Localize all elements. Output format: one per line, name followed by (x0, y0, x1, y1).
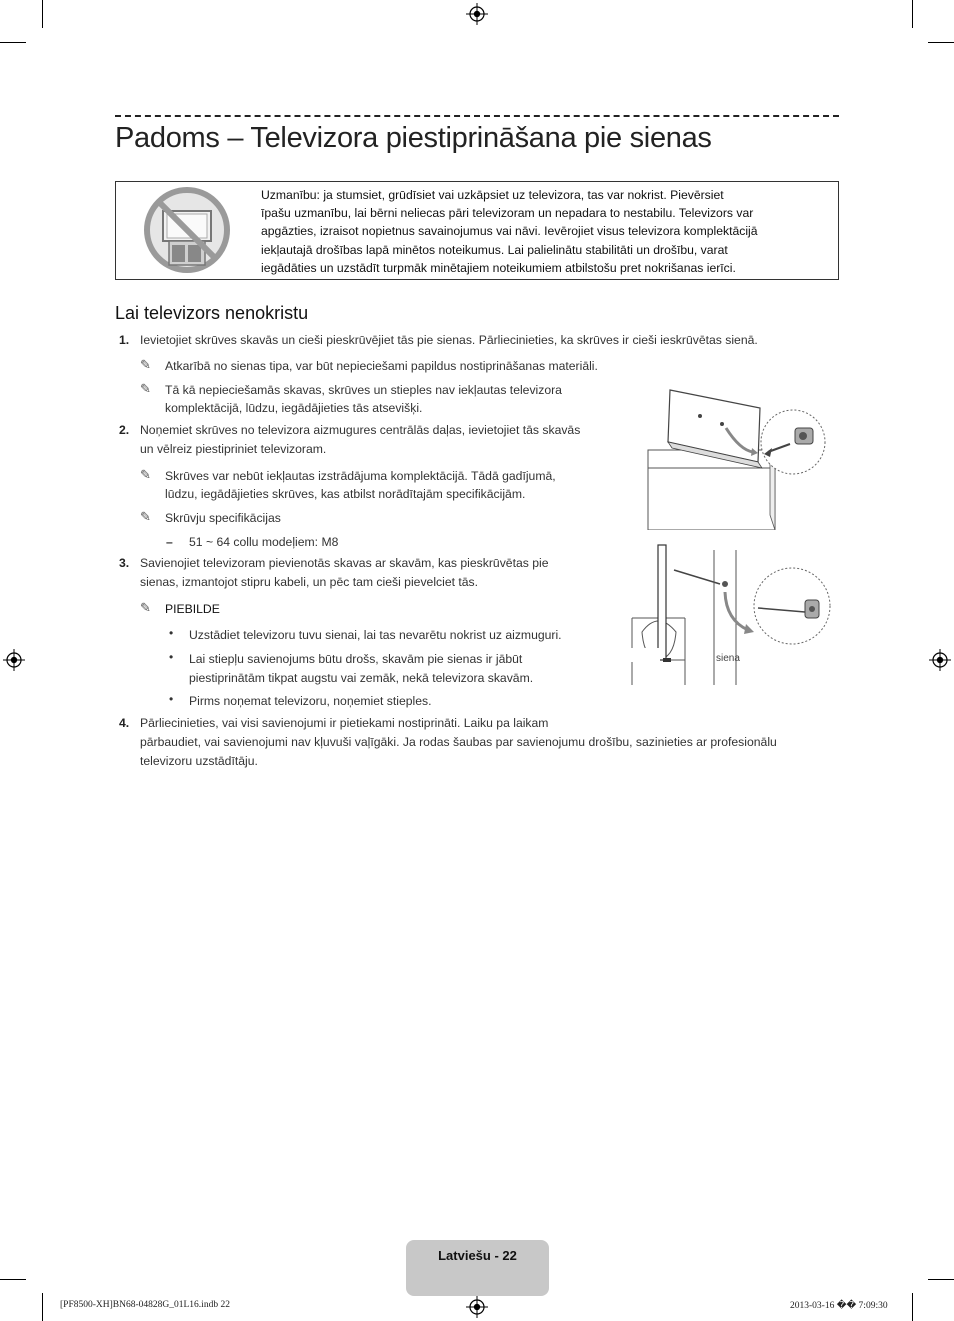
crop-mark (928, 42, 954, 43)
spec-text: 51 ~ 64 collu modeļiem: M8 (189, 535, 339, 549)
bullet-text: Uzstādiet televizoru tuvu sienai, lai tas nevarētu nokrist uz aizmuguri. (189, 628, 562, 642)
note-icon: ✎ (140, 600, 151, 615)
note-text: Atkarībā no sienas tipa, var būt nepieciešami papildus nostiprināšanas materiāli. (165, 359, 598, 373)
crop-mark (928, 1279, 954, 1280)
note-text: Skrūves var nebūt iekļautas izstrādājuma komplektācijā. Tādā gadījumā, (165, 469, 556, 483)
timestamp-slug: 2013-03-16 �� 7:09:30 (790, 1301, 888, 1311)
file-slug: [PF8500-XH]BN68-04828G_01L16.indb 22 (60, 1300, 230, 1310)
crop-mark (42, 1293, 43, 1321)
step-number: 2. (119, 423, 130, 437)
registration-mark-icon (929, 649, 951, 671)
bullet: • (169, 626, 174, 640)
registration-mark-icon (466, 1296, 488, 1318)
warning-line: Uzmanību: ja stumsiet, grūdīsiet vai uzkāpsiet uz televizora, tas var nokrist. Pievērsiet (261, 188, 724, 202)
crop-mark (912, 0, 913, 28)
bullet-text: piestiprinātām tikpat augstu vai zemāk, nekā televizora skavām. (189, 671, 534, 685)
note-heading: PIEBILDE (165, 602, 220, 616)
warning-box (115, 181, 839, 280)
bullet-text: Pirms noņemat televizoru, noņemiet stieples. (189, 694, 432, 708)
note-icon: ✎ (140, 467, 151, 482)
bullet: • (169, 650, 174, 664)
warning-text (261, 186, 831, 277)
note-icon: ✎ (140, 357, 151, 372)
step-text: pārbaudiet, vai savienojumi nav kļuvuši vaļīgāki. Ja rodas šaubas par savienojumu drošību, sazinieties ar profesionālu (140, 735, 777, 749)
warning-line: apgāzties, izraisot nopietnus savainojumus vai nāvi. Ievērojiet visus televizora komplektācijā (261, 224, 758, 239)
warning-line: īpašu uzmanību, lai bērni neliecas pāri televizoram un nepadara to nestabilu. Televizors var (261, 206, 754, 221)
bracket-installation-illustration (640, 380, 840, 530)
bullet: • (169, 692, 174, 706)
spec-dash: – (166, 535, 173, 549)
note-text: komplektācijā, lūdzu, iegādājieties tās atsevišķi. (165, 401, 423, 415)
step-text: televizoru uzstādītāju. (140, 754, 258, 768)
note-icon: ✎ (140, 509, 151, 524)
page-number: Latviešu - 22 (438, 1248, 517, 1263)
title-rule (115, 115, 839, 117)
registration-mark-icon (466, 3, 488, 25)
page-number-tab (406, 1240, 549, 1296)
step-text: un vēlreiz piestipriniet televizoram. (140, 442, 327, 456)
step-text: Ievietojiet skrūves skavās un cieši pieskrūvējiet tās pie sienas. Pārliecinieties, ka skrūves ir cieši ieskrūvētas sienā. (140, 333, 758, 347)
page-title: Padoms – Televizora piestiprināšana pie sienas (115, 122, 712, 154)
registration-mark-icon (3, 649, 25, 671)
bullet-text: Lai stiepļu savienojums būtu drošs, skavām pie sienas ir jābūt (189, 652, 523, 666)
warning-line: iekļautajā drošības lapā minētos noteikumus. Lai palielinātu stabilitāti un drošību, varat (261, 242, 728, 257)
note-icon: ✎ (140, 381, 151, 396)
step-number: 3. (119, 556, 130, 570)
section-title: Lai televizors nenokristu (115, 303, 309, 323)
note-text: Tā kā nepieciešamās skavas, skrūves un stieples nav iekļautas televizora (165, 383, 562, 397)
note-text: lūdzu, iegādājieties skrūves, kas atbilst norādītajām specifikācijām. (165, 487, 526, 501)
crop-mark (0, 1279, 26, 1280)
crop-mark (0, 42, 26, 43)
step-text: Savienojiet televizoram pievienotās skavas ar skavām, kas pieskrūvētas pie (140, 556, 549, 570)
step-text: Pārliecinieties, vai visi savienojumi ir pietiekami nostiprināti. Laiku pa laikam (140, 716, 549, 730)
wall-label: siena (716, 653, 740, 664)
step-text: Noņemiet skrūves no televizora aizmugures centrālās daļas, ievietojiet tās skavās (140, 423, 581, 437)
note-text: Skrūvju specifikācijas (165, 511, 281, 525)
step-number: 4. (119, 716, 130, 730)
step-number: 1. (119, 333, 130, 347)
no-climbing-tv-icon (141, 187, 233, 273)
crop-mark (42, 0, 43, 28)
step-text: sienas, izmantojot stipru kabeli, un pēc tam cieši pievelciet tās. (140, 575, 479, 589)
crop-mark (912, 1293, 913, 1321)
warning-line: iegādāties un uzstādīt turpmāk minētajiem noteikumiem atbilstošu pret nokrišanas ierīci. (261, 260, 736, 275)
